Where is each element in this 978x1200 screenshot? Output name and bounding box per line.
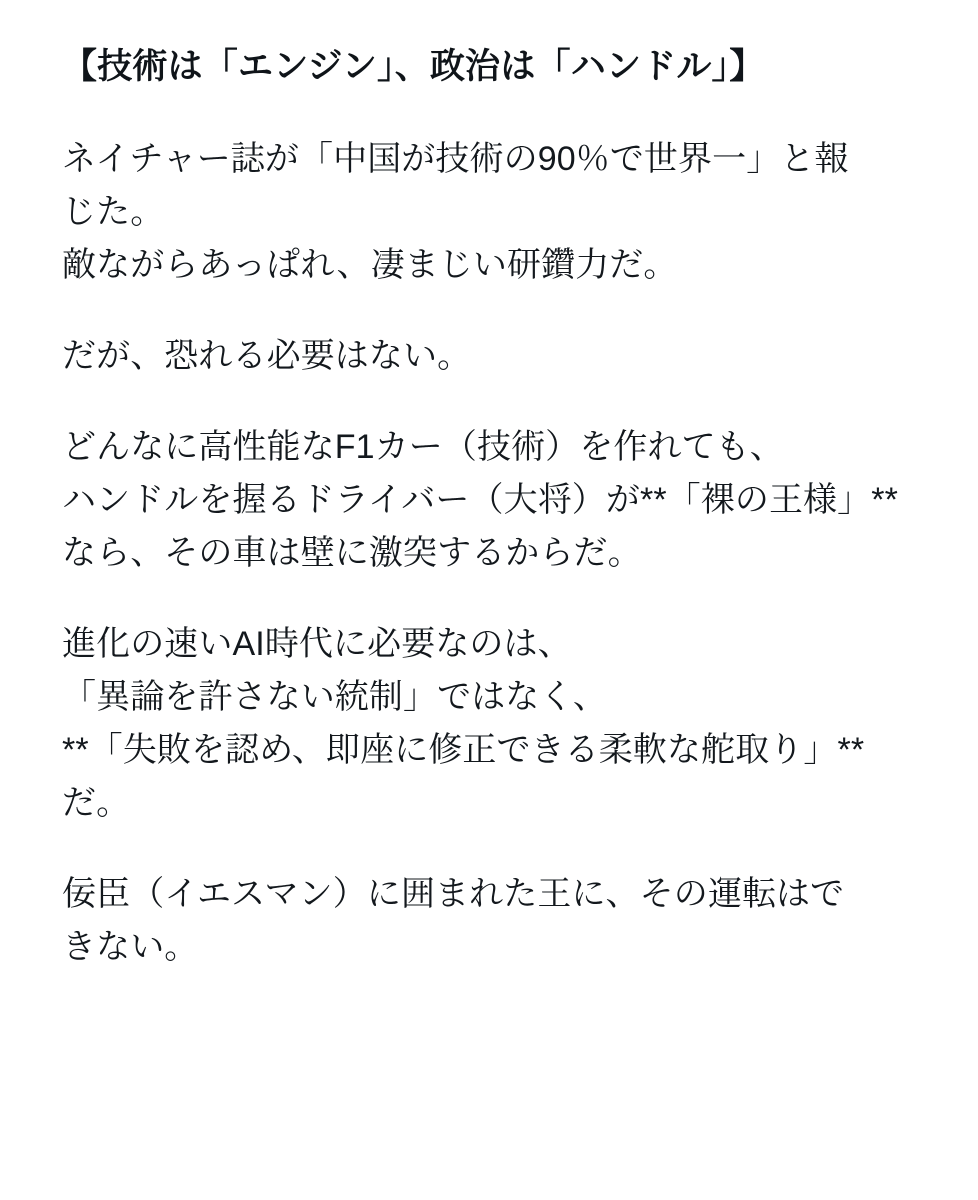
paragraph-nature: [62, 133, 932, 292]
paragraph-line: ネイチャー誌が「中国が技術の90％で世界一」と報: [62, 139, 849, 178]
paragraph-line: **「失敗を認め、即座に修正できる柔軟な舵取り」**: [62, 731, 865, 770]
paragraph-line: じた。: [62, 192, 165, 231]
paragraph-line: だが、恐れる必要はない。: [62, 336, 472, 375]
paragraph-line: どんなに高性能なF1カー（技術）を作れても、: [62, 428, 784, 467]
page-title: 【技術は「エンジン」、政治は「ハンドル」】: [62, 47, 765, 86]
paragraph-line: 「異論を許さない統制」ではなく、: [62, 678, 607, 717]
paragraph-line: なら、その車は壁に激突するからだ。: [62, 534, 642, 573]
paragraph-line: だ。: [62, 784, 131, 823]
paragraph-line: きない。: [62, 928, 199, 967]
paragraph-yesmen: [62, 868, 932, 974]
paragraph-no-fear: [62, 330, 932, 383]
paragraph-line: ハンドルを握るドライバー（大将）が**「裸の王様」**: [62, 481, 898, 520]
paragraph-line: 敵ながらあっぱれ、凄まじい研鑽力だ。: [62, 245, 678, 284]
paragraph-line: 佞臣（イエスマン）に囲まれた王に、その運転はで: [62, 875, 845, 914]
paragraph-ai-era: [62, 618, 932, 830]
paragraph-f1: [62, 421, 932, 580]
paragraph-line: 進化の速いAI時代に必要なのは、: [62, 625, 572, 664]
